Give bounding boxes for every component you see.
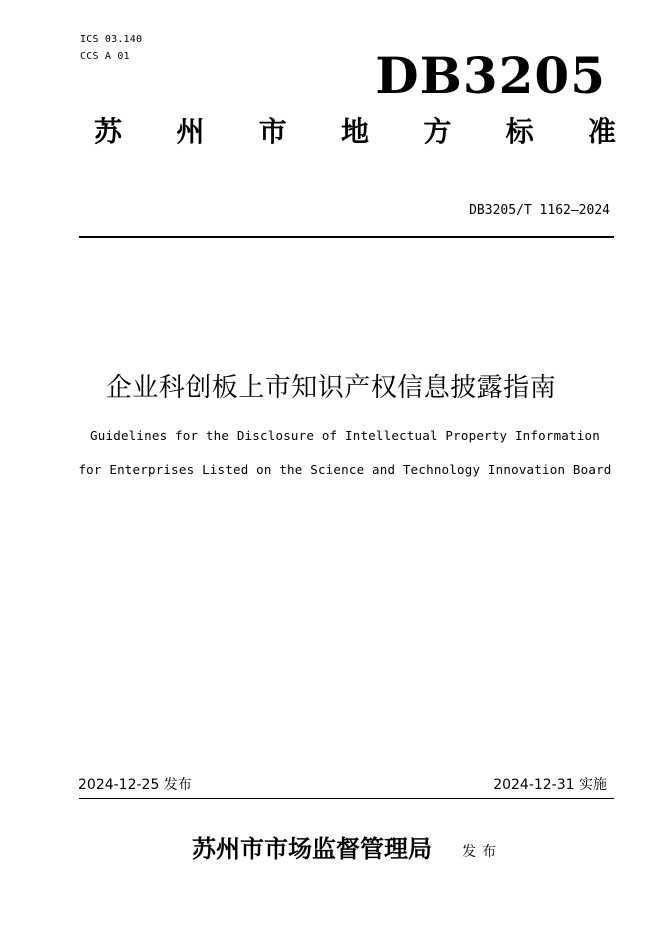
issue-date: 2024-12-25 发布 <box>78 777 192 793</box>
document-title-english-line-1: Guidelines for the Disclosure of Intellectual Property Information <box>90 428 600 443</box>
standard-type-heading <box>94 114 616 150</box>
standard-code: DB3205 <box>375 46 606 105</box>
standard-type-char: 准 <box>587 115 616 148</box>
ics-code: ICS 03.140 <box>80 34 143 45</box>
document-number: DB3205/T 1162—2024 <box>469 203 610 218</box>
footer-divider <box>79 798 614 799</box>
standard-type-char: 地 <box>340 115 369 148</box>
standard-type-char: 标 <box>505 115 534 148</box>
header-divider <box>79 236 614 238</box>
standard-type-char: 州 <box>176 115 205 148</box>
document-title-english-line-2: for Enterprises Listed on the Science and Technology Innovation Board <box>78 462 612 477</box>
implementation-date: 2024-12-31 实施 <box>493 777 607 793</box>
issuing-authority: 苏州市市场监督管理局 <box>192 834 432 863</box>
ccs-code: CCS A 01 <box>80 51 130 62</box>
standard-type-char: 苏 <box>94 115 123 148</box>
publish-label: 发布 <box>462 844 502 860</box>
standard-type-char: 市 <box>258 115 287 148</box>
standard-type-char: 方 <box>423 115 452 148</box>
document-title-chinese: 企业科创板上市知识产权信息披露指南 <box>105 373 557 403</box>
